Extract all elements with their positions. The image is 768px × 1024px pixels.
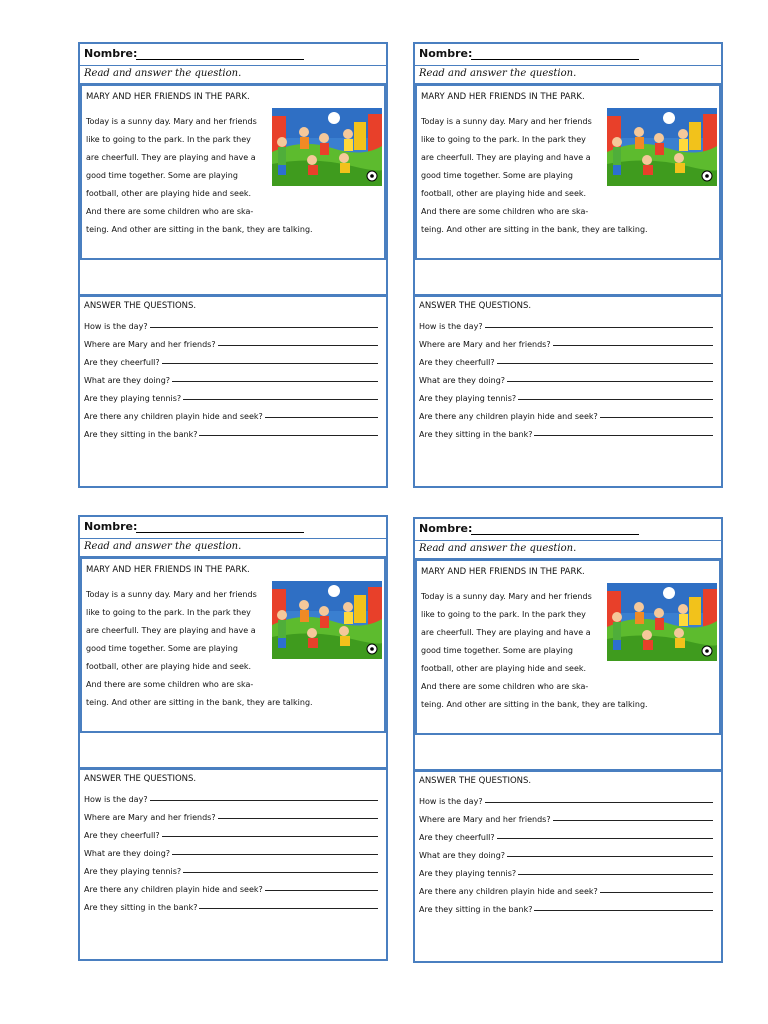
question-item	[419, 387, 713, 403]
question-item	[419, 880, 713, 896]
question-text: Are they cheerfull?	[84, 358, 160, 367]
name-label: Nombre:	[419, 47, 473, 60]
story-line: teing. And other are sitting in the bank, they are talking.	[421, 225, 648, 234]
worksheet-card-4	[413, 517, 723, 963]
question-text: Are they playing tennis?	[419, 394, 517, 403]
story-line: good time together. Some are playing	[421, 171, 573, 180]
question-item	[419, 351, 713, 367]
answer-line[interactable]	[553, 345, 713, 346]
answer-line[interactable]	[218, 345, 378, 346]
question-text: What are they doing?	[84, 849, 171, 858]
reading-title: MARY AND HER FRIENDS IN THE PARK.	[86, 92, 250, 102]
question-text: Are they cheerfull?	[84, 831, 160, 840]
question-item	[419, 333, 713, 349]
answer-line[interactable]	[199, 435, 378, 436]
question-item	[84, 351, 378, 367]
blank-space	[80, 260, 386, 296]
question-item	[84, 333, 378, 349]
answer-line[interactable]	[600, 417, 713, 418]
instruction-text: Read and answer the question.	[84, 68, 242, 79]
story-line: And there are some children who are ska-	[86, 207, 254, 216]
answer-line[interactable]	[150, 800, 378, 801]
story-line: are cheerfull. They are playing and have a	[86, 153, 256, 162]
answer-line[interactable]	[162, 363, 378, 364]
question-text: Are they playing tennis?	[419, 869, 517, 878]
children-playing-in-park-illustration	[607, 108, 717, 186]
answer-line[interactable]	[172, 381, 378, 382]
question-text: Are they sitting in the bank?	[419, 905, 533, 914]
answer-line[interactable]	[497, 363, 713, 364]
question-item	[419, 826, 713, 842]
question-text: Are they sitting in the bank?	[84, 430, 198, 439]
story-line: are cheerfull. They are playing and have a	[421, 153, 591, 162]
question-text: Where are Mary and her friends?	[419, 340, 551, 349]
children-playing-in-park-illustration	[272, 581, 382, 659]
answer-line[interactable]	[172, 854, 378, 855]
reading-title: MARY AND HER FRIENDS IN THE PARK.	[86, 565, 250, 575]
question-text: How is the day?	[419, 322, 483, 331]
story-line: football, other are playing hide and seek.	[86, 189, 252, 198]
question-text: Are they playing tennis?	[84, 867, 182, 876]
questions-title: ANSWER THE QUESTIONS.	[419, 301, 532, 311]
answer-line[interactable]	[485, 327, 713, 328]
question-item	[419, 369, 713, 385]
question-text: How is the day?	[419, 797, 483, 806]
story-line: teing. And other are sitting in the bank, they are talking.	[86, 698, 313, 707]
question-text: Where are Mary and her friends?	[84, 340, 216, 349]
reading-section	[415, 559, 721, 735]
story-line: like to going to the park. In the park they	[86, 135, 251, 144]
question-item	[84, 824, 378, 840]
question-item	[84, 896, 378, 912]
answer-line[interactable]	[162, 836, 378, 837]
question-item	[84, 387, 378, 403]
reading-section	[80, 557, 386, 733]
story-line: like to going to the park. In the park they	[421, 135, 586, 144]
question-item	[84, 878, 378, 894]
worksheet-card-2	[413, 42, 723, 488]
answer-line[interactable]	[553, 820, 713, 821]
question-item	[419, 808, 713, 824]
instruction-text: Read and answer the question.	[84, 541, 242, 552]
answer-line[interactable]	[518, 874, 713, 875]
questions-section	[415, 771, 721, 961]
question-text: What are they doing?	[419, 376, 506, 385]
name-row	[80, 44, 386, 66]
question-item	[84, 806, 378, 822]
question-item	[419, 790, 713, 806]
answer-line[interactable]	[507, 381, 713, 382]
story-line: good time together. Some are playing	[86, 171, 238, 180]
question-text: Are there any children playin hide and seek?	[84, 885, 263, 894]
question-item	[419, 862, 713, 878]
question-item	[84, 369, 378, 385]
name-blank-line[interactable]	[471, 59, 639, 60]
name-label: Nombre:	[84, 520, 138, 533]
name-blank-line[interactable]	[136, 59, 304, 60]
question-item	[84, 842, 378, 858]
story-line: like to going to the park. In the park they	[421, 610, 586, 619]
question-text: Are there any children playin hide and seek?	[84, 412, 263, 421]
question-text: Are there any children playin hide and seek?	[419, 412, 598, 421]
question-item	[419, 898, 713, 914]
question-item	[419, 315, 713, 331]
story-line: football, other are playing hide and seek.	[421, 189, 587, 198]
questions-section	[80, 769, 386, 959]
story-line: good time together. Some are playing	[421, 646, 573, 655]
questions-title: ANSWER THE QUESTIONS.	[84, 301, 197, 311]
story-line: teing. And other are sitting in the bank, they are talking.	[86, 225, 313, 234]
question-item	[84, 423, 378, 439]
children-playing-in-park-illustration	[607, 583, 717, 661]
story-line: And there are some children who are ska-	[421, 207, 589, 216]
question-item	[84, 788, 378, 804]
worksheet-card-3	[78, 515, 388, 961]
question-text: Where are Mary and her friends?	[419, 815, 551, 824]
instruction-row	[415, 66, 721, 84]
question-item	[84, 315, 378, 331]
question-text: Are they playing tennis?	[84, 394, 182, 403]
blank-space	[80, 733, 386, 769]
answer-line[interactable]	[199, 908, 378, 909]
story-line: Today is a sunny day. Mary and her friends	[421, 117, 592, 126]
question-item	[84, 405, 378, 421]
answer-line[interactable]	[507, 856, 713, 857]
answer-line[interactable]	[150, 327, 378, 328]
question-item	[419, 423, 713, 439]
reading-section	[80, 84, 386, 260]
worksheet-card-1	[78, 42, 388, 488]
story-line: are cheerfull. They are playing and have a	[421, 628, 591, 637]
instruction-row	[80, 539, 386, 557]
blank-space	[415, 735, 721, 771]
story-line: are cheerfull. They are playing and have a	[86, 626, 256, 635]
instruction-text: Read and answer the question.	[419, 543, 577, 554]
story-line: Today is a sunny day. Mary and her friends	[86, 117, 257, 126]
instruction-text: Read and answer the question.	[419, 68, 577, 79]
question-text: Are they sitting in the bank?	[84, 903, 198, 912]
name-row	[80, 517, 386, 539]
question-text: Are there any children playin hide and seek?	[419, 887, 598, 896]
children-playing-in-park-illustration	[272, 108, 382, 186]
question-text: Are they cheerfull?	[419, 833, 495, 842]
answer-line[interactable]	[518, 399, 713, 400]
question-text: How is the day?	[84, 795, 148, 804]
story-line: And there are some children who are ska-	[86, 680, 254, 689]
answer-line[interactable]	[497, 838, 713, 839]
name-row	[415, 519, 721, 541]
question-text: Are they cheerfull?	[419, 358, 495, 367]
answer-line[interactable]	[265, 417, 378, 418]
name-blank-line[interactable]	[471, 534, 639, 535]
name-row	[415, 44, 721, 66]
story-line: football, other are playing hide and seek.	[86, 662, 252, 671]
question-text: How is the day?	[84, 322, 148, 331]
question-text: Where are Mary and her friends?	[84, 813, 216, 822]
question-text: Are they sitting in the bank?	[419, 430, 533, 439]
story-line: And there are some children who are ska-	[421, 682, 589, 691]
instruction-row	[415, 541, 721, 559]
blank-space	[415, 260, 721, 296]
questions-title: ANSWER THE QUESTIONS.	[419, 776, 532, 786]
questions-section	[415, 296, 721, 486]
reading-title: MARY AND HER FRIENDS IN THE PARK.	[421, 567, 585, 577]
question-item	[419, 844, 713, 860]
story-line: teing. And other are sitting in the bank, they are talking.	[421, 700, 648, 709]
story-line: good time together. Some are playing	[86, 644, 238, 653]
story-line: football, other are playing hide and seek.	[421, 664, 587, 673]
answer-line[interactable]	[534, 910, 713, 911]
question-item	[419, 405, 713, 421]
question-item	[84, 860, 378, 876]
name-label: Nombre:	[419, 522, 473, 535]
reading-section	[415, 84, 721, 260]
answer-line[interactable]	[265, 890, 378, 891]
answer-line[interactable]	[183, 399, 378, 400]
name-label: Nombre:	[84, 47, 138, 60]
question-text: What are they doing?	[84, 376, 171, 385]
answer-line[interactable]	[183, 872, 378, 873]
story-line: Today is a sunny day. Mary and her friends	[421, 592, 592, 601]
reading-title: MARY AND HER FRIENDS IN THE PARK.	[421, 92, 585, 102]
question-text: What are they doing?	[419, 851, 506, 860]
name-blank-line[interactable]	[136, 532, 304, 533]
instruction-row	[80, 66, 386, 84]
answer-line[interactable]	[485, 802, 713, 803]
questions-section	[80, 296, 386, 486]
story-line: like to going to the park. In the park they	[86, 608, 251, 617]
story-line: Today is a sunny day. Mary and her friends	[86, 590, 257, 599]
questions-title: ANSWER THE QUESTIONS.	[84, 774, 197, 784]
answer-line[interactable]	[600, 892, 713, 893]
answer-line[interactable]	[534, 435, 713, 436]
answer-line[interactable]	[218, 818, 378, 819]
